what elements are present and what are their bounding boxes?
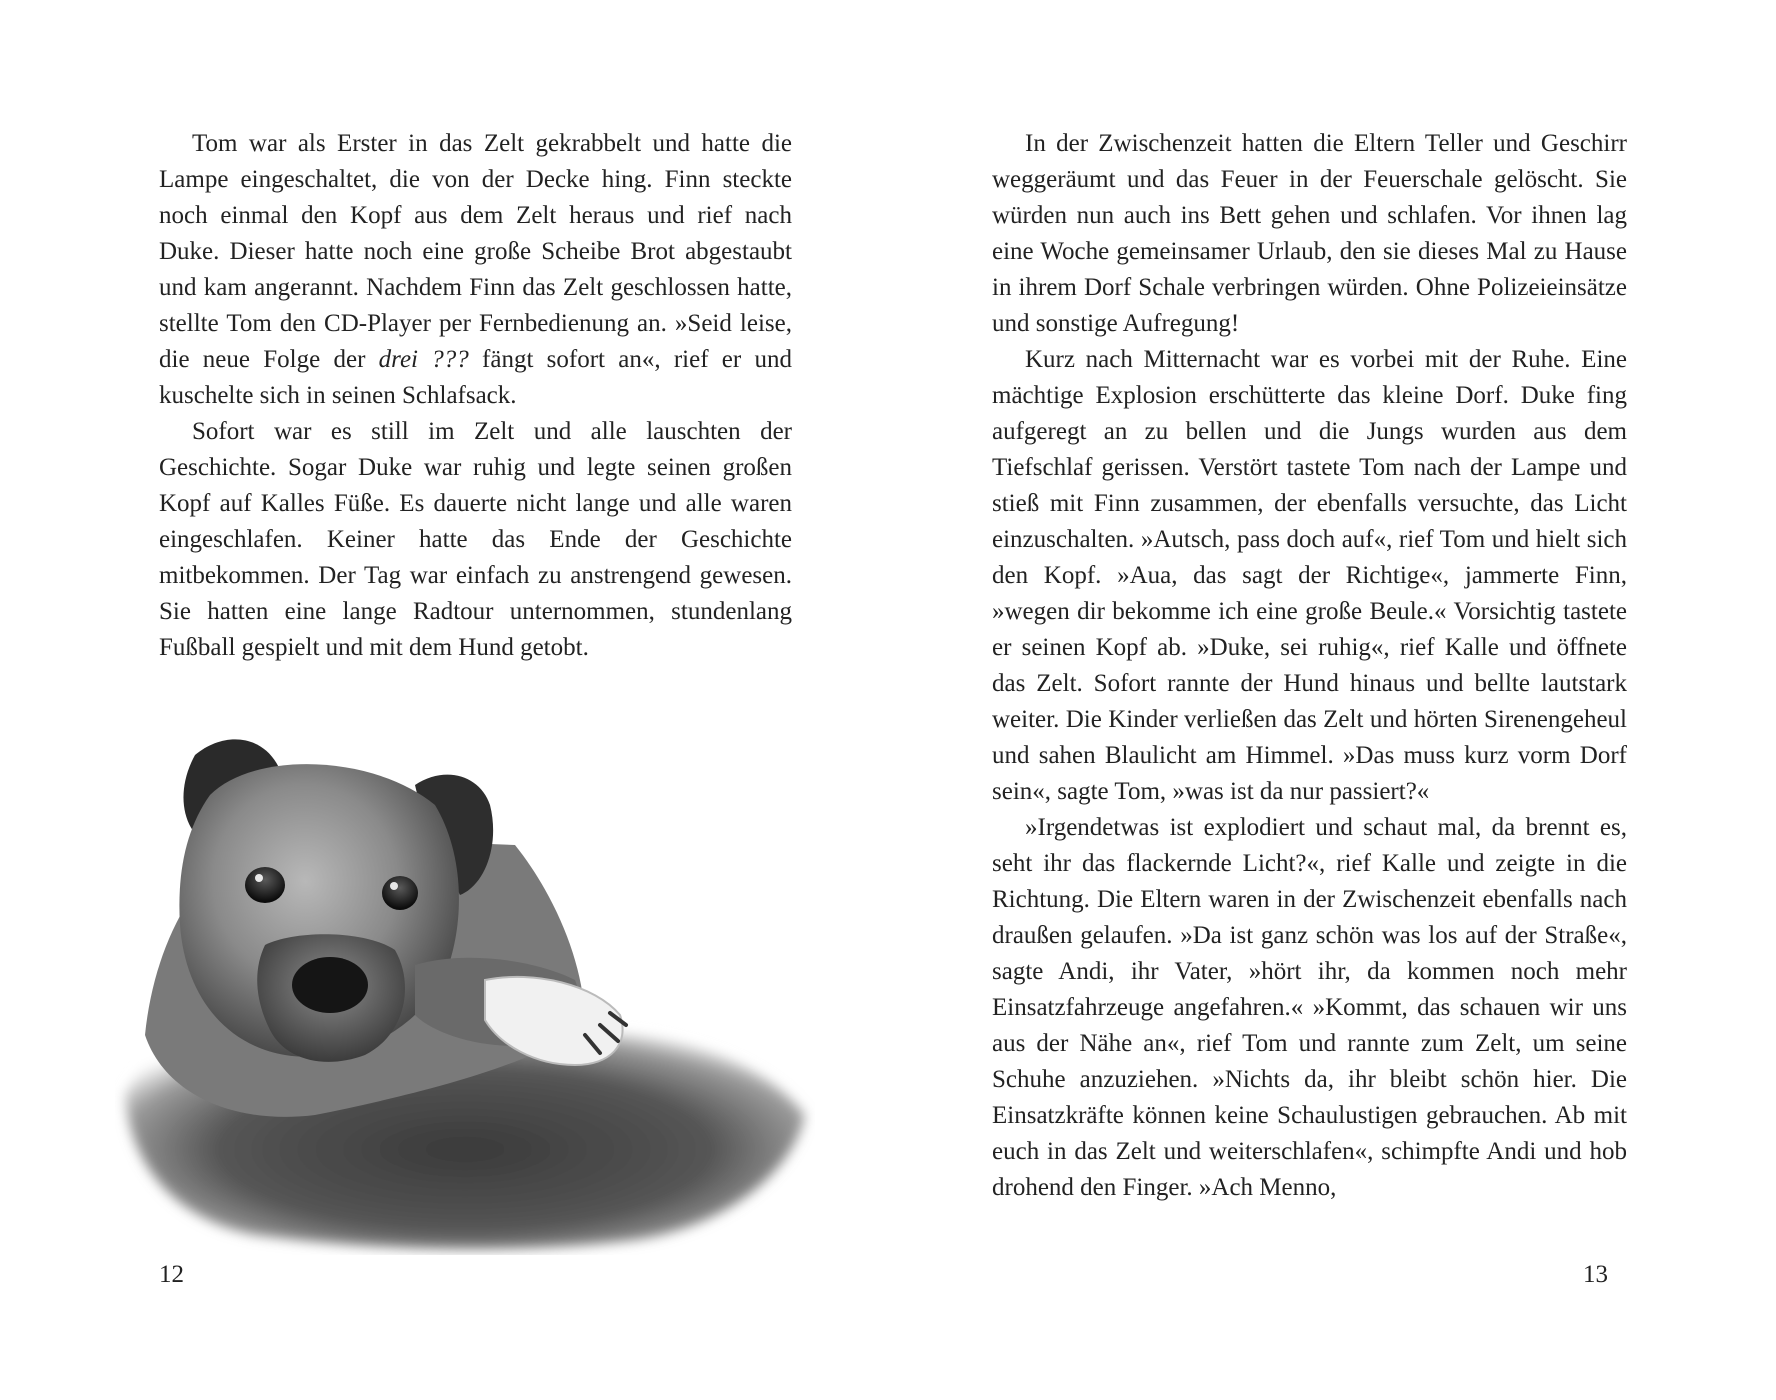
right-page — [888, 0, 1776, 1400]
text-run: Tom war als Erster in das Zelt gekrabbelt und hatte die Lampe eingeschaltet, die von der Decke hing. Finn steckte noch einmal den Kopf aus dem Zelt heraus und rief nach Duke. Dieser hatte noch eine große Scheibe Brot abgestaubt und kam angerannt. Nachdem Finn das Zelt geschlossen hatte, stellte Tom den CD-Player per Fernbedienung an. »Seid leise, die neue Folge der — [159, 130, 792, 373]
text-run: »Irgendetwas ist explodiert und schaut mal, da brennt es, seht ihr das flackernde Licht?«, rief Kalle und zeigte in die Richtung. Die Eltern waren in der Zwischenzeit ebenfalls nach draußen gelaufen. »Da ist ganz schön was los auf der Straße«, sagte Andi, ihr Vater, »hört ihr, da kommen noch mehr Einsatzfahrzeuge angefahren.« »Kommt, das schauen wir uns aus der Nähe an«, rief Tom und rannte zum Zelt, um seine Schuhe anzuziehen. »Nichts da, ihr bleibt schön hier. Die Einsatzkräfte können keine Schaulustigen gebrauchen. Ab mit euch in das Zelt und weiterschlafen«, schimpfte Andi und hob drohend den Finger. »Ach Menno, — [992, 814, 1627, 1201]
dog-illustration — [115, 735, 815, 1255]
dog-right-eye-glint — [390, 882, 398, 890]
text-run: fängt sofort an«, rief er und kuschelte sich in seinen Schlafsack. — [159, 346, 792, 409]
paragraph — [159, 414, 792, 666]
dog-left-eye — [245, 867, 285, 903]
text-run: Sofort war es still im Zelt und alle lauschten der Geschichte. Sogar Duke war ruhig und legte seinen großen Kopf auf Kalles Füße. Es dauerte nicht lange und alle waren eingeschlafen. Keiner hatte das Ende der Geschichte mitbekommen. Der Tag war einfach zu anstrengend gewesen. Sie hatten eine lange Radtour unternommen, stundenlang Fußball gespielt und mit dem Hund getobt. — [159, 418, 792, 661]
paragraph — [992, 810, 1627, 1206]
text-run: In der Zwischenzeit hatten die Eltern Teller und Geschirr weggeräumt und das Feuer in der Feuerschale gelöscht. Sie würden nun auch ins Bett gehen und schlafen. Vor ihnen lag eine Woche gemeinsamer Urlaub, den sie dieses Mal zu Hause in ihrem Dorf Schale verbringen würden. Ohne Polizeieinsätze und sonstige Aufregung! — [992, 130, 1627, 337]
paragraph — [159, 126, 792, 414]
paragraph — [992, 126, 1627, 342]
page-number-right: 13 — [1583, 1261, 1608, 1288]
page-number-left: 12 — [159, 1261, 184, 1288]
text-run: Kurz nach Mitternacht war es vorbei mit der Ruhe. Eine mächtige Explosion erschütterte das kleine Dorf. Duke fing aufgeregt an zu bellen und die Jungs wurden aus dem Tiefschlaf gerissen. Verstört tastete Tom nach der Lampe und stieß mit Finn zusammen, der ebenfalls versuchte, das Licht einzuschalten. »Autsch, pass doch auf«, rief Tom und hielt sich den Kopf. »Aua, das sagt der Richtige«, jammerte Finn, »wegen dir bekomme ich eine große Beule.« Vorsichtig tastete er seinen Kopf ab. »Duke, sei ruhig«, rief Kalle und öffnete das Zelt. Sofort rannte der Hund hinaus und bellte lautstark weiter. Die Kinder verließen das Zelt und hörten Sirenengeheul und sahen Blaulicht am Himmel. »Das muss kurz vorm Dorf sein«, sagte Tom, »was ist da nur passiert?« — [992, 346, 1627, 805]
right-page-text — [992, 126, 1627, 1206]
dog-right-eye — [382, 876, 418, 910]
dog-nose — [292, 957, 368, 1013]
left-page-text — [159, 126, 792, 666]
dog-left-eye-glint — [255, 874, 263, 882]
italic-title: drei ??? — [378, 346, 469, 373]
paragraph — [992, 342, 1627, 810]
